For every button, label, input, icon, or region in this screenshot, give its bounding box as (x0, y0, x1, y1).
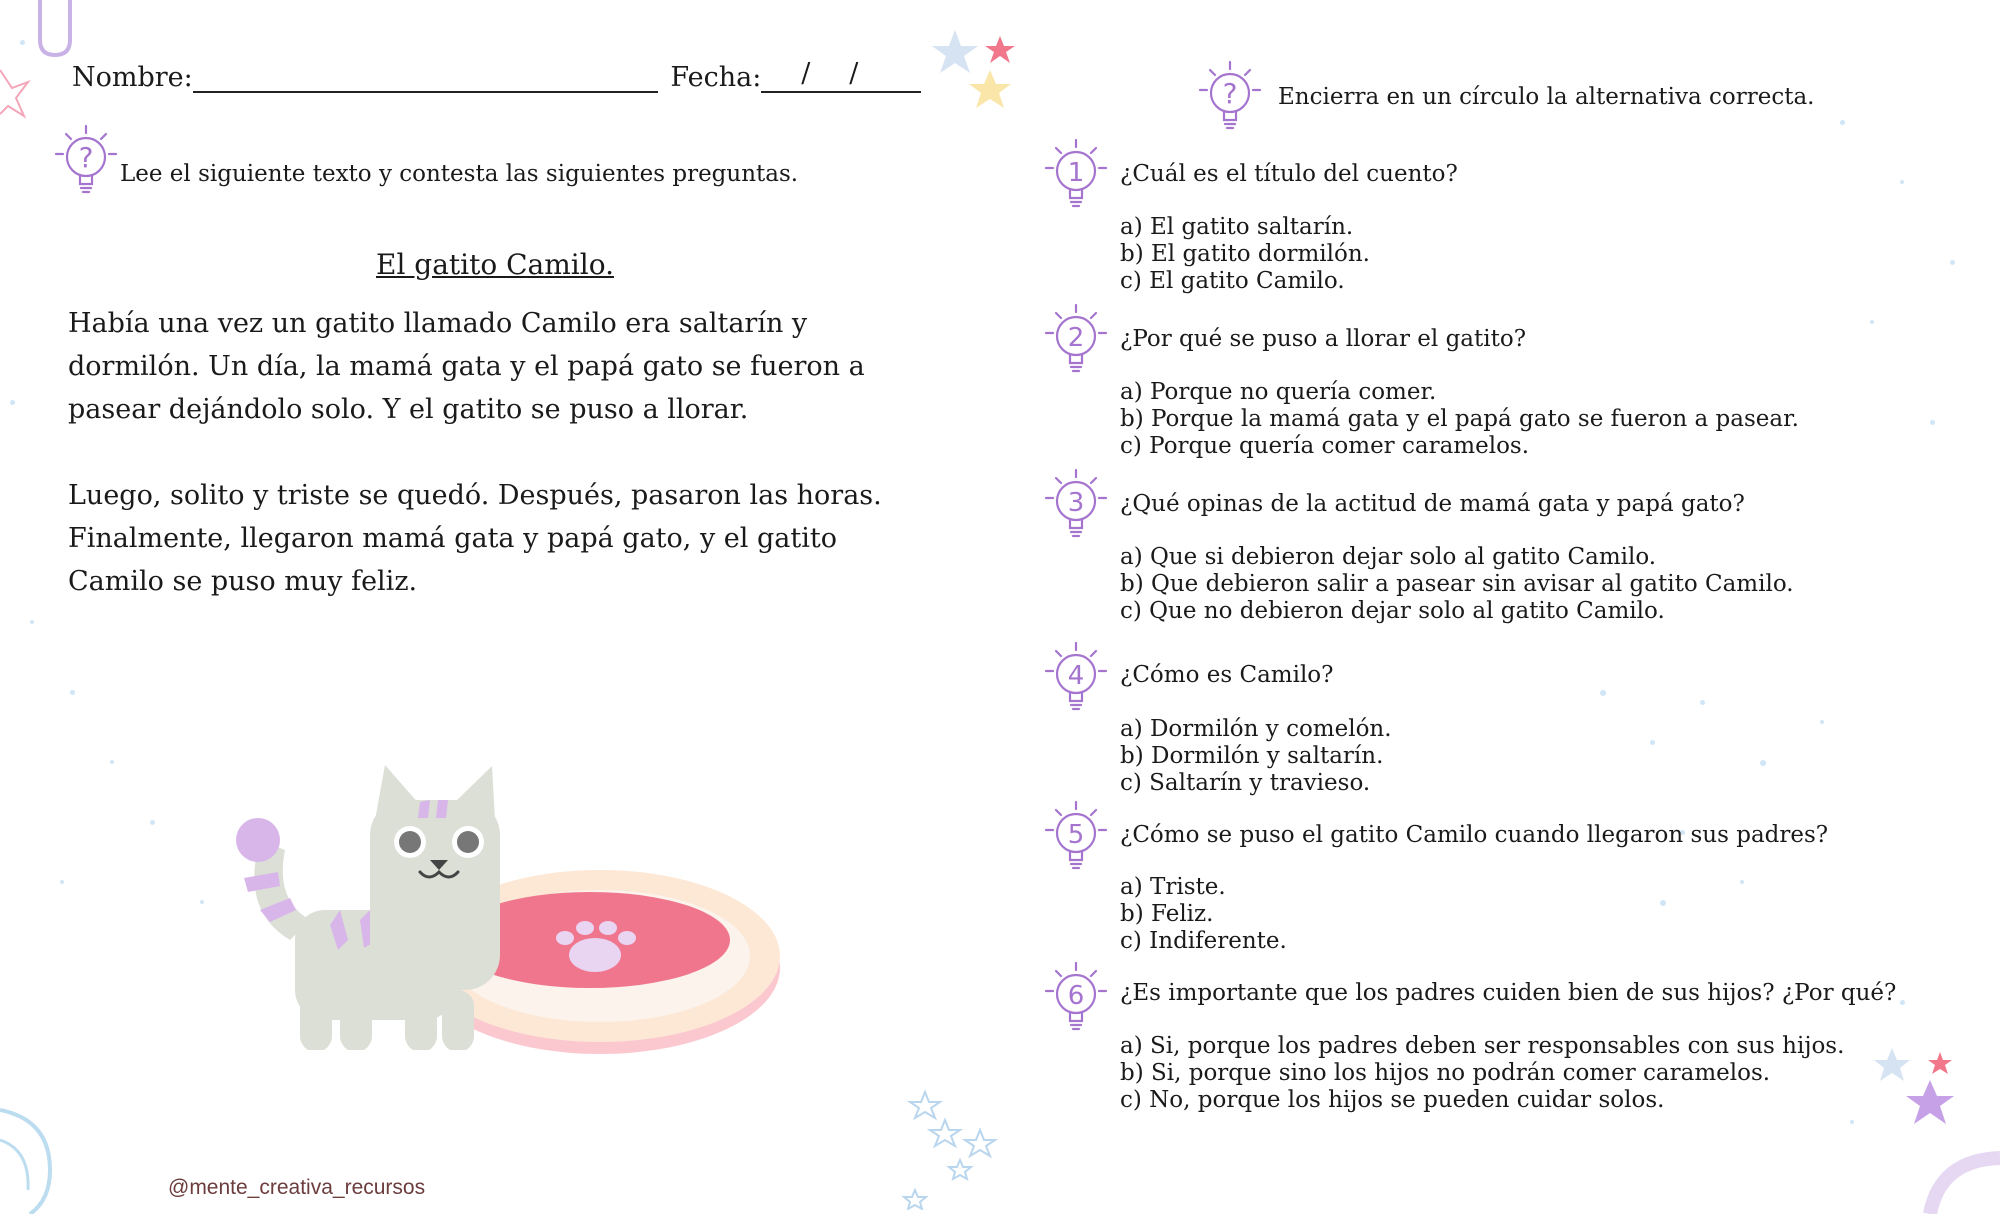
date-label: Fecha: (670, 62, 762, 93)
credit-handle: @mente_creativa_recursos (168, 1176, 426, 1199)
date-separator: / (849, 58, 859, 89)
number-bulb-icon (1044, 641, 1108, 717)
option-a[interactable]: a) Si, porque los padres deben ser responsables con sus hijos. (1120, 1033, 1845, 1059)
story-text (68, 302, 928, 603)
number-bulb-icon (1044, 961, 1108, 1037)
name-field[interactable] (193, 63, 658, 93)
question-bulb-icon (54, 124, 118, 200)
option-b[interactable]: b) El gatito dormilón. (1120, 241, 1370, 267)
option-c[interactable]: c) Que no debieron dejar solo al gatito Camilo. (1120, 598, 1665, 624)
question-options (1120, 874, 1287, 955)
story-paragraph-1: Había una vez un gatito llamado Camilo era saltarín y dormilón. Un día, la mamá gata y el papá gato se fueron a pasear dejándolo solo. Y el gatito se puso a llorar. (68, 308, 865, 425)
option-b[interactable]: b) Feliz. (1120, 901, 1214, 927)
number-bulb-icon (1044, 468, 1108, 544)
option-c[interactable]: c) El gatito Camilo. (1120, 268, 1345, 294)
option-a[interactable]: a) Triste. (1120, 874, 1226, 900)
question-options (1120, 544, 1794, 625)
right-instruction: Encierra en un círculo la alternativa correcta. (1278, 84, 1815, 110)
question-options (1120, 214, 1370, 295)
option-a[interactable]: a) Que si debieron dejar solo al gatito Camilo. (1120, 544, 1657, 570)
svg-text:?: ? (78, 141, 94, 174)
question-text: ¿Por qué se puso a llorar el gatito? (1120, 326, 1527, 352)
svg-text:6: 6 (1067, 981, 1085, 1011)
option-a[interactable]: a) Porque no quería comer. (1120, 379, 1437, 405)
swirl-decoration-icon (0, 1100, 70, 1214)
option-c[interactable]: c) Indiferente. (1120, 928, 1287, 954)
star-icon (1870, 1040, 2000, 1214)
option-b[interactable]: b) Porque la mamá gata y el papá gato se fueron a pasear. (1120, 406, 1799, 432)
question-text: ¿Qué opinas de la actitud de mamá gata y papá gato? (1120, 491, 1745, 517)
question-options (1120, 379, 1799, 460)
option-b[interactable]: b) Dormilón y saltarín. (1120, 743, 1384, 769)
question-bulb-icon (1198, 60, 1262, 136)
question-text: ¿Cuál es el título del cuento? (1120, 161, 1458, 187)
star-icon (900, 1090, 1010, 1210)
date-separator: / (801, 58, 811, 89)
option-b[interactable]: b) Que debieron salir a pasear sin avisar al gatito Camilo. (1120, 571, 1794, 597)
story-title: El gatito Camilo. (376, 248, 614, 281)
number-bulb-icon (1044, 303, 1108, 379)
svg-text:?: ? (1222, 77, 1238, 110)
option-c[interactable]: c) Porque quería comer caramelos. (1120, 433, 1530, 459)
date-field[interactable] (761, 58, 921, 93)
option-a[interactable]: a) Dormilón y comelón. (1120, 716, 1392, 742)
svg-text:3: 3 (1067, 488, 1085, 518)
svg-text:1: 1 (1067, 158, 1085, 188)
question-text: ¿Cómo es Camilo? (1120, 662, 1334, 688)
option-c[interactable]: c) Saltarín y travieso. (1120, 770, 1371, 796)
left-instruction: Lee el siguiente texto y contesta las siguientes preguntas. (120, 161, 799, 187)
star-icon (930, 28, 1030, 118)
question-options (1120, 716, 1392, 797)
svg-text:5: 5 (1067, 820, 1085, 850)
story-paragraph-2: Luego, solito y triste se quedó. Después, pasaron las horas. Finalmente, llegaron mamá gata y papá gato, y el gatito Camilo se puso muy feliz. (68, 480, 882, 597)
cat-illustration (230, 760, 520, 1050)
option-a[interactable]: a) El gatito saltarín. (1120, 214, 1354, 240)
option-c[interactable]: c) No, porque los hijos se pueden cuidar solos. (1120, 1087, 1665, 1113)
svg-text:2: 2 (1067, 323, 1085, 353)
svg-text:4: 4 (1067, 661, 1085, 691)
question-text: ¿Es importante que los padres cuiden bien de sus hijos? ¿Por qué? (1120, 980, 1897, 1006)
option-b[interactable]: b) Si, porque sino los hijos no podrán comer caramelos. (1120, 1060, 1771, 1086)
question-options (1120, 1033, 1844, 1114)
number-bulb-icon (1044, 800, 1108, 876)
name-date-header (72, 58, 921, 93)
question-text: ¿Cómo se puso el gatito Camilo cuando llegaron sus padres? (1120, 822, 1829, 848)
number-bulb-icon (1044, 138, 1108, 214)
name-label: Nombre: (72, 62, 193, 93)
